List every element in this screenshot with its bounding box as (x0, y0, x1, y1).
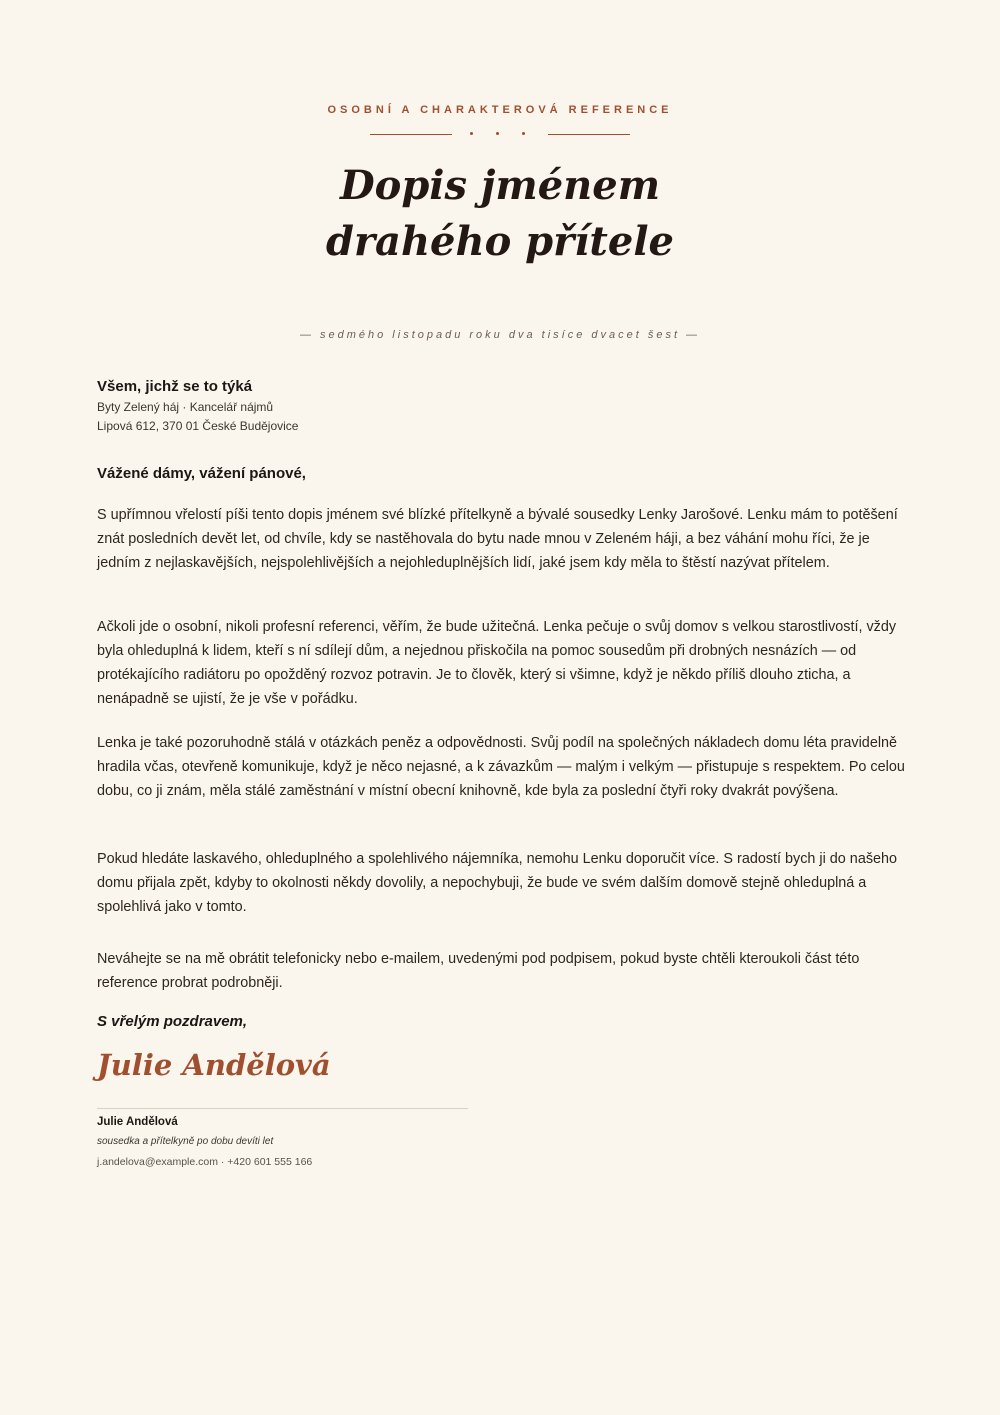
ornament-dot (522, 132, 525, 135)
recipient-block (97, 378, 298, 433)
closing-phrase: S vřelým pozdravem, (97, 1013, 248, 1030)
paragraph-4: Pokud hledáte laskavého, ohleduplného a spolehlivého nájemníka, nemohu Lenku doporučit více. S radostí bych ji do našeho domu přijala zpět, kdyby to okolnosti někdy dovolily, a nepochybuji, že bude ve svém dalším domově stejně ohleduplná a spolehlivá jako v tomto. (97, 851, 898, 915)
ornament-line-left (370, 134, 452, 135)
salutation: Vážené dámy, vážení pánové, (97, 465, 306, 482)
ornament-line-right (548, 134, 630, 135)
signer-role: sousedka a přítelkyně po dobu devíti let (97, 1136, 274, 1147)
signer-name: Julie Andělová (97, 1116, 178, 1128)
signer-contact: j.andelova@example.com · +420 601 555 166 (97, 1156, 313, 1168)
recipient-address-line-2: Lipová 612, 370 01 České Budějovice (97, 419, 299, 433)
signature-divider (97, 1108, 468, 1109)
document-title (0, 158, 1000, 270)
ornament-dot (470, 132, 473, 135)
paragraph-5: Neváhejte se na mě obrátit telefonicky nebo e-mailem, uvedenými pod podpisem, pokud byste chtěli kteroukoli část této reference probrat podrobněji. (97, 951, 860, 991)
handwritten-signature: Julie Andělová (97, 1048, 331, 1082)
document-eyebrow: OSOBNÍ A CHARAKTEROVÁ REFERENCE (327, 104, 673, 116)
recipient-name: Všem, jichž se to týká (97, 378, 253, 395)
paragraph-1: S upřímnou vřelostí píši tento dopis jménem své blízké přítelkyně a bývalé sousedky Lenky Jarošové. Lenku mám to potěšení znát posledních devět let, od chvíle, kdy se nastěhovala do bytu nade mnou v Zeleném háji, a bez váhání mohu říci, že je jedním z nejlaskavějších, nejspolehlivějších a nejohleduplnějších lidí, jaké jsem kdy měla to štěstí nazývat přítelem. (97, 507, 898, 571)
paragraph-3: Lenka je také pozoruhodně stálá v otázkách peněz a odpovědnosti. Svůj podíl na společných nákladech domu léta pravidelně hradila včas, otevřeně komunikuje, když je něco nejasné, a k závazkům — malým i velkým — přistupuje s respektem. Po celou dobu, co ji znám, měla stálé zaměstnání v místní obecní knihovně, kde byla za poslední čtyři roky dvakrát povýšena. (97, 735, 905, 799)
ornament-dot (496, 132, 499, 135)
letter-date: — sedmého listopadu roku dva tisíce dvacet šest — (299, 329, 701, 341)
recipient-address-line-1: Byty Zelený háj · Kancelář nájmů (97, 400, 274, 414)
paragraph-2: Ačkoli jde o osobní, nikoli profesní referenci, věřím, že bude užitečná. Lenka pečuje o svůj domov s velkou starostlivostí, vždy byla ohleduplná k lidem, kteří s ní sdílejí dům, a nejednou přiskočila na pomoc sousedům při drobných nesnázích — od protékajícího radiátoru po opožděný rozvoz potravin. Je to člověk, který si všimne, když je někdo příliš dlouho zticha, a nenápadně se ujistí, že je vše v pořádku. (97, 619, 897, 707)
title-ornament (370, 127, 630, 139)
title-line-1: Dopis jménem (339, 162, 661, 209)
title-line-2: drahého přítele (326, 218, 674, 265)
